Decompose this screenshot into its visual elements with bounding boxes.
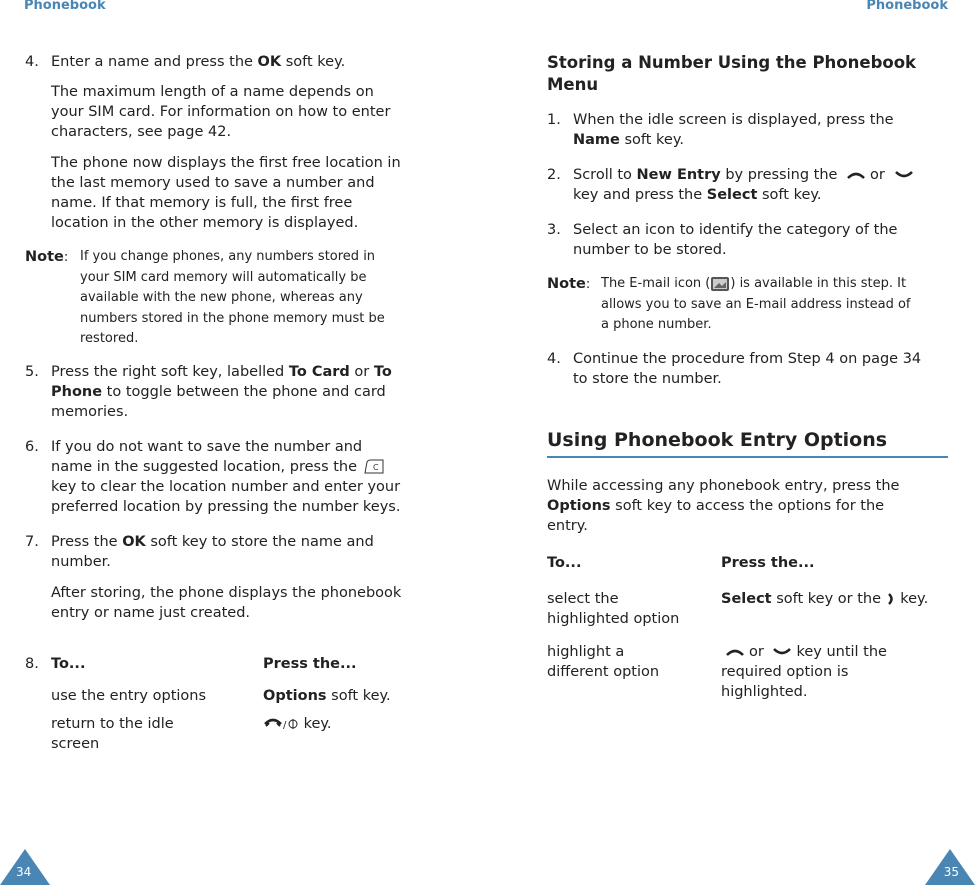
right-step-2-text: Scroll to New Entry by pressing the or key and press the Select soft key. bbox=[573, 165, 918, 205]
table-left-header-press: Press the... bbox=[263, 656, 357, 672]
step-7-text: Press the OK soft key to store the name and number. bbox=[51, 534, 374, 570]
note-left-text: If you change phones, any numbers stored in your SIM card memory will automatically be available with the new phone, whereas any numbers stored in the phone memory must be restored. bbox=[80, 249, 385, 346]
note-left: Note: bbox=[25, 249, 69, 265]
right-key-icon bbox=[886, 592, 896, 606]
header-right: Phonebook bbox=[866, 0, 948, 13]
right-step-4-text: Continue the procedure from Step 4 on page 34 to store the number. bbox=[573, 351, 922, 387]
svg-text:C: C bbox=[372, 463, 379, 472]
para-after-storing: After storing, the phone displays the phonebook entry or name just created. bbox=[51, 585, 402, 621]
table-row: return to the idle screen bbox=[51, 716, 174, 752]
right-step-1-number: 1. bbox=[547, 112, 561, 128]
heading-storing-number: Storing a Number Using the Phonebook Menu bbox=[547, 53, 917, 94]
down-key-icon bbox=[768, 646, 796, 658]
step-7-number: 7. bbox=[25, 534, 39, 550]
para-free-location: The phone now displays the first free location in the last memory used to save a number and name. If that memory is full, the first free location in the other memory is displayed. bbox=[51, 155, 401, 231]
step-5-text: Press the right soft key, labelled To Card or To Phone to toggle between the phone and card memories. bbox=[51, 364, 392, 420]
step-4-text: Enter a name and press the OK soft key. bbox=[51, 54, 346, 70]
down-key-icon bbox=[890, 169, 918, 181]
step-5-number: 5. bbox=[25, 364, 39, 380]
para-max-length: The maximum length of a name depends on your SIM card. For information on how to enter characters, see page 42. bbox=[51, 84, 391, 140]
note-right: Note: bbox=[547, 276, 591, 292]
table-cell: or key until the required option is highlighted. bbox=[721, 644, 887, 700]
note-right-text: The E-mail icon ( ) is available in this step. It allows you to save an E-mail address instead of a phone number. bbox=[601, 276, 911, 332]
right-step-3-number: 3. bbox=[547, 222, 561, 238]
table-cell: / key. bbox=[263, 714, 332, 734]
end-key-icon bbox=[263, 717, 299, 731]
c-key-icon bbox=[362, 459, 386, 475]
header-left: Phonebook bbox=[24, 0, 106, 13]
right-step-3-text: Select an icon to identify the category of the number to be stored. bbox=[573, 222, 898, 258]
right-step-1-text: When the idle screen is displayed, press the Name soft key. bbox=[573, 112, 894, 148]
step-8-number: 8. bbox=[25, 656, 39, 672]
page-number-right: 35 bbox=[943, 865, 959, 879]
table-row: use the entry options bbox=[51, 688, 207, 704]
section-heading-entry-options: Using Phonebook Entry Options bbox=[547, 429, 888, 451]
table-right-header-press: Press the... bbox=[721, 555, 815, 571]
section-divider bbox=[547, 456, 948, 458]
up-key-icon bbox=[721, 646, 749, 658]
table-cell: Options soft key. bbox=[263, 688, 391, 704]
step-6-number: 6. bbox=[25, 439, 39, 455]
intro-paragraph: While accessing any phonebook entry, press the Options soft key to access the options for the entry. bbox=[547, 478, 900, 534]
svg-text:/: / bbox=[283, 720, 287, 731]
step-6-text: If you do not want to save the number and name in the suggested location, press the C key to clear the location number and enter your preferred location by pressing the number keys. bbox=[51, 439, 401, 515]
right-step-4-number: 4. bbox=[547, 351, 561, 367]
table-row: select the highlighted option bbox=[547, 591, 680, 627]
up-key-icon bbox=[842, 169, 870, 181]
page-number-left: 34 bbox=[16, 865, 32, 879]
step-4-number: 4. bbox=[25, 54, 39, 70]
table-right-header-to: To... bbox=[547, 555, 582, 571]
table-row: highlight a different option bbox=[547, 644, 660, 680]
table-left-header-to: To... bbox=[51, 656, 86, 672]
right-step-2-number: 2. bbox=[547, 167, 561, 183]
table-cell: Select soft key or the key. bbox=[721, 591, 929, 607]
email-icon bbox=[710, 276, 730, 292]
